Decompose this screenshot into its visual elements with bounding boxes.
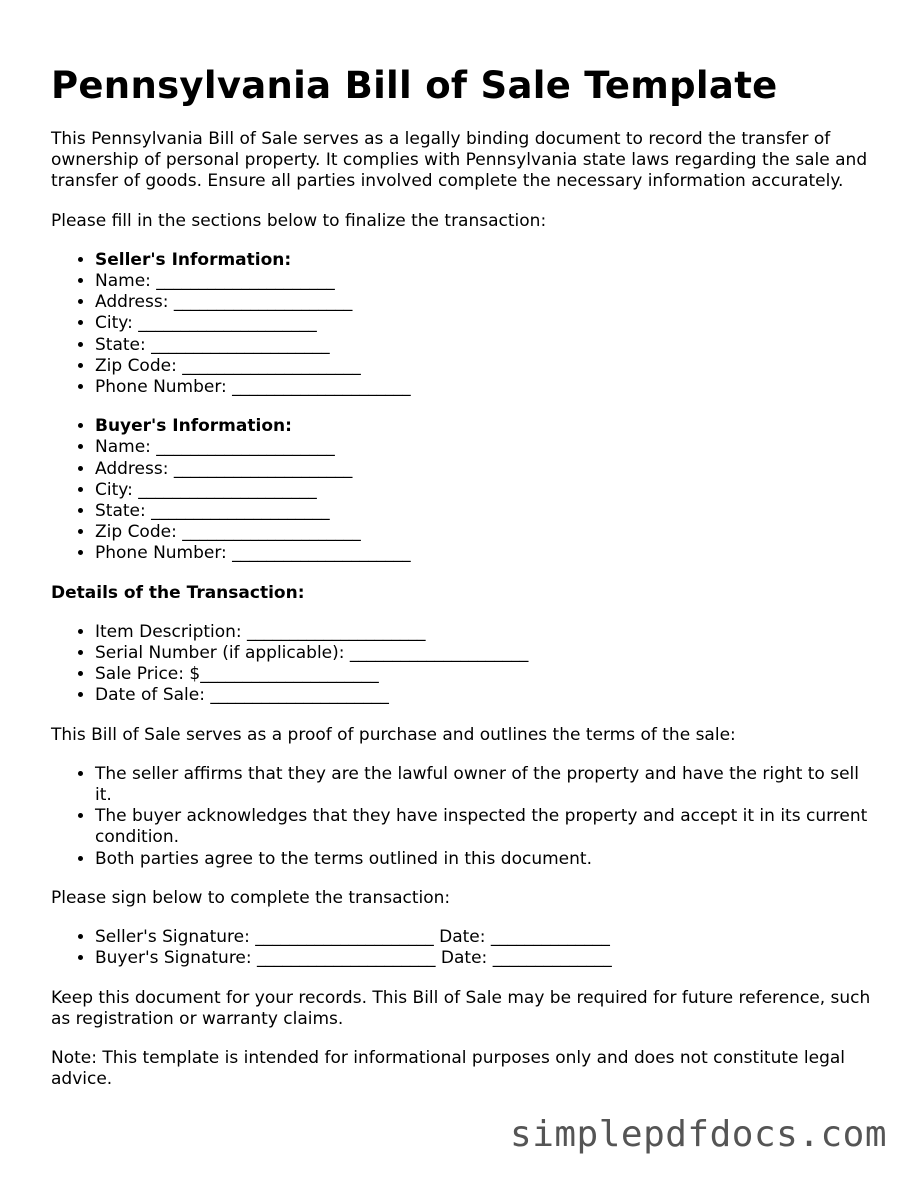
terms-intro: This Bill of Sale serves as a proof of purchase and outlines the terms of the sale: <box>51 724 736 745</box>
seller-heading: • Seller's Information: <box>95 250 881 271</box>
item-description-field: • Item Description: _____________________ <box>95 622 881 643</box>
page-title: Pennsylvania Bill of Sale Template <box>51 64 778 107</box>
buyer-name-field: • Name: _____________________ <box>95 437 881 458</box>
buyer-info-list <box>51 416 881 564</box>
transaction-list <box>51 622 881 707</box>
buyer-phone-field: • Phone Number: _____________________ <box>95 543 881 564</box>
sign-prompt: Please sign below to complete the transaction: <box>51 887 451 908</box>
buyer-signature-line: • Buyer's Signature: _____________________ Date: ______________ <box>95 948 881 969</box>
buyer-city-field: • City: _____________________ <box>95 480 881 501</box>
seller-city-field: • City: _____________________ <box>95 313 881 334</box>
sale-date-field: • Date of Sale: _____________________ <box>95 685 881 706</box>
signature-list <box>51 927 881 969</box>
seller-signature-line: • Seller's Signature: _____________________ Date: ______________ <box>95 927 881 948</box>
buyer-state-field: • State: _____________________ <box>95 501 881 522</box>
term-seller-affirms: • The seller affirms that they are the lawful owner of the property and have the right to sell it. <box>95 764 881 806</box>
seller-info-list <box>51 250 881 398</box>
buyer-address-field: • Address: _____________________ <box>95 459 881 480</box>
keep-note: Keep this document for your records. This Bill of Sale may be required for future reference, such as registration or warranty claims. <box>51 987 871 1029</box>
term-buyer-acknowledges: • The buyer acknowledges that they have inspected the property and accept it in its current condition. <box>95 806 881 848</box>
seller-state-field: • State: _____________________ <box>95 335 881 356</box>
seller-address-field: • Address: _____________________ <box>95 292 881 313</box>
term-both-agree: • Both parties agree to the terms outlined in this document. <box>95 849 881 870</box>
watermark-text: simplepdfdocs.com <box>510 1114 887 1155</box>
buyer-zip-field: • Zip Code: _____________________ <box>95 522 881 543</box>
buyer-heading: • Buyer's Information: <box>95 416 881 437</box>
seller-name-field: • Name: _____________________ <box>95 271 881 292</box>
document-page <box>51 62 881 1090</box>
serial-number-field: • Serial Number (if applicable): _____________________ <box>95 643 881 664</box>
intro-paragraph: This Pennsylvania Bill of Sale serves as a legally binding document to record the transfer of ownership of personal property. It complies with Pennsylvania state laws regarding the sale and transfer of goods. Ensure all parties involved complete the necessary information accurately. <box>51 129 868 192</box>
seller-phone-field: • Phone Number: _____________________ <box>95 377 881 398</box>
transaction-heading: Details of the Transaction: <box>51 582 305 603</box>
disclaimer-note: Note: This template is intended for informational purposes only and does not constitute legal advice. <box>51 1047 846 1090</box>
seller-zip-field: • Zip Code: _____________________ <box>95 356 881 377</box>
terms-list <box>51 764 881 870</box>
sale-price-field: • Sale Price: $_____________________ <box>95 664 881 685</box>
fill-prompt: Please fill in the sections below to finalize the transaction: <box>51 210 547 231</box>
